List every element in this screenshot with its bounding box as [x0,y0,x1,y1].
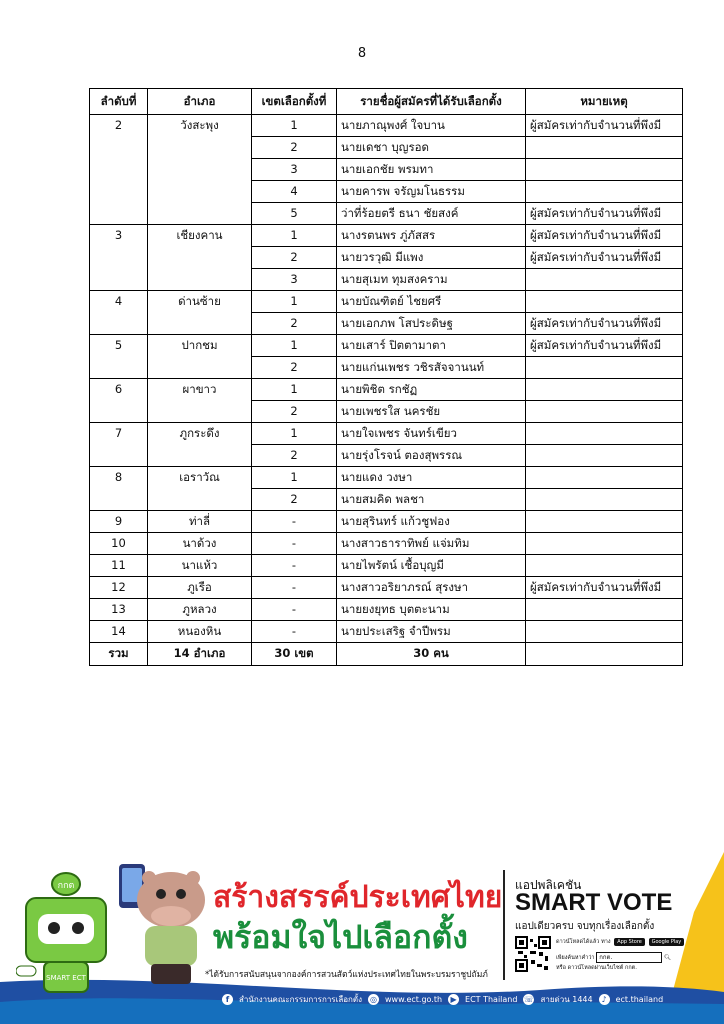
row-note [526,467,683,489]
row-note: ผู้สมัครเท่ากับจำนวนที่พึงมี [526,247,683,269]
row-note: ผู้สมัครเท่ากับจำนวนที่พึงมี [526,225,683,247]
row-name: นายสุรินทร์ แก้วชูฟอง [337,511,526,533]
row-name: นายบัณฑิตย์ ไชยศรี [337,291,526,313]
row-no: 14 [90,621,148,643]
row-name: นางรตนพร ภู่ภัสสร [337,225,526,247]
headline-create-thailand: สร้างสรรค์ประเทศไทย [213,881,503,914]
header-no: ลำดับที่ [90,89,148,115]
total-zones: 30 เขต [252,643,337,666]
headline-go-vote: พร้อมใจไปเลือกตั้ง [213,919,468,955]
row-name: นายเพชรใส นครชัย [337,401,526,423]
row-zone: - [252,599,337,621]
row-note [526,401,683,423]
row-note [526,489,683,511]
row-note: ผู้สมัครเท่ากับจำนวนที่พึงมี [526,115,683,137]
row-name: นายภาณุพงศ์ ใจบาน [337,115,526,137]
row-zone: 2 [252,357,337,379]
row-note [526,159,683,181]
hotline-label[interactable]: สายด่วน 1444 [540,994,593,1004]
mascot-chest-label: SMART ECT [46,974,86,982]
row-name: นายใจเพชร จันทร์เขียว [337,423,526,445]
row-name: นายประเสริฐ จำปีพรม [337,621,526,643]
row-district: ปากชม [148,335,252,379]
row-note [526,621,683,643]
row-district: นาด้วง [148,533,252,555]
row-no: 8 [90,467,148,511]
row-note [526,291,683,313]
table-row [90,335,683,357]
total-districts: 14 อำเภอ [148,643,252,666]
row-note: ผู้สมัครเท่ากับจำนวนที่พึงมี [526,313,683,335]
row-district: ภูกระดึง [148,423,252,467]
table-header-row [90,89,683,115]
download-row [556,938,684,946]
website-download-text: หรือ ดาวน์โหลดผ่านเว็บไซต์ กกต. [556,965,637,971]
row-district: ด่านซ้าย [148,291,252,335]
row-zone: 3 [252,159,337,181]
qr-code-icon[interactable] [515,936,551,972]
row-zone: 1 [252,423,337,445]
row-zone: 2 [252,401,337,423]
row-name: นายรุ่งโรจน์ ตองสุพรรณ [337,445,526,467]
total-label: รวม [90,643,148,666]
row-no: 11 [90,555,148,577]
row-name: นายพิชิต รกชัฏ [337,379,526,401]
google-play-badge[interactable]: Google Play [649,938,685,946]
table-row [90,467,683,489]
row-name: นางสาวอริยาภรณ์ สุรงษา [337,577,526,599]
row-no: 2 [90,115,148,225]
total-note [526,643,683,666]
row-name: นายยงยุทธ บุตตะนาม [337,599,526,621]
row-district: ท่าลี่ [148,511,252,533]
row-zone: 4 [252,181,337,203]
table-row [90,511,683,533]
total-persons: 30 คน [337,643,526,666]
search-row [556,952,671,963]
row-name: นายเอกภพ โสประดิษฐ [337,313,526,335]
results-table [89,88,683,666]
header-zone: เขตเลือกตั้งที่ [252,89,337,115]
row-note [526,357,683,379]
row-name: นายวรวุฒิ มีแพง [337,247,526,269]
row-name: นายไพรัตน์ เชื้อบุญมี [337,555,526,577]
table-row [90,533,683,555]
header-district: อำเภอ [148,89,252,115]
row-note [526,269,683,291]
row-note [526,555,683,577]
row-note [526,599,683,621]
app-store-badge[interactable]: App Store [614,938,645,946]
vertical-divider [503,870,505,980]
row-zone: - [252,511,337,533]
row-zone: 1 [252,379,337,401]
row-zone: 1 [252,115,337,137]
search-term-box: กกต. [596,952,662,963]
row-district: ผาขาว [148,379,252,423]
row-name: ว่าที่ร้อยตรี ธนา ชัยสงค์ [337,203,526,225]
header-name: รายชื่อผู้สมัครที่ได้รับเลือกตั้ง [337,89,526,115]
row-note [526,379,683,401]
row-zone: 2 [252,137,337,159]
download-text: ดาวน์โหลดได้แล้ว ทาง [556,939,611,945]
row-no: 12 [90,577,148,599]
search-prompt: เพียงค้นหาคำว่า [556,955,595,961]
row-zone: 1 [252,291,337,313]
row-note [526,423,683,445]
website-link[interactable]: www.ect.go.th [385,994,443,1004]
tiktok-icon[interactable]: ♪ [599,994,610,1005]
ect-robot-mascot-icon [16,870,126,998]
row-zone: 2 [252,445,337,467]
row-district: เอราวัณ [148,467,252,511]
row-note [526,445,683,467]
row-zone: 2 [252,489,337,511]
row-name: นายคารพ จรัญมโนธรรม [337,181,526,203]
mascot-badge-label: กกต [57,881,75,891]
facebook-label[interactable]: สำนักงานคณะกรรมการการเลือกตั้ง [239,994,362,1004]
table-row [90,621,683,643]
row-no: 7 [90,423,148,467]
row-name: นายสุเมท ทุมสงคราม [337,269,526,291]
row-name: นายเสาร์ ปิตตามาตา [337,335,526,357]
header-note: หมายเหตุ [526,89,683,115]
contact-bar [222,991,663,1007]
row-district: เชียงคาน [148,225,252,291]
page-number: 8 [357,46,367,61]
app-title: SMART VOTE [515,889,673,916]
hippo-mascot-icon [115,860,215,990]
table-row [90,423,683,445]
row-zone: 1 [252,225,337,247]
row-no: 4 [90,291,148,335]
globe-icon[interactable]: ◎ [368,994,379,1005]
row-no: 9 [90,511,148,533]
row-note [526,533,683,555]
row-note: ผู้สมัครเท่ากับจำนวนที่พึงมี [526,335,683,357]
row-name: นายเดชา บุญรอด [337,137,526,159]
row-no: 3 [90,225,148,291]
table-row [90,577,683,599]
table-row [90,291,683,313]
table-total-row [90,643,683,666]
table-row [90,225,683,247]
row-zone: - [252,533,337,555]
row-name: นายแก่นเพชร วชิรสัจจานนท์ [337,357,526,379]
row-name: นายสมคิด พลชา [337,489,526,511]
facebook-icon[interactable]: f [222,994,233,1005]
row-zone: - [252,555,337,577]
row-zone: 3 [252,269,337,291]
row-name: นายเอกชัย พรมทา [337,159,526,181]
row-name: นายแดง วงษา [337,467,526,489]
row-no: 10 [90,533,148,555]
row-zone: 2 [252,313,337,335]
app-tagline: แอปเดียวครบ จบทุกเรื่องเลือกตั้ง [515,921,655,932]
row-zone: 2 [252,247,337,269]
row-zone: 1 [252,467,337,489]
row-note [526,181,683,203]
app-label: แอปพลิเคชัน [515,878,582,892]
table-row [90,555,683,577]
row-name: นางสาวธาราทิพย์ แจ่มทิม [337,533,526,555]
row-no: 6 [90,379,148,423]
row-no: 5 [90,335,148,379]
row-zone: - [252,577,337,599]
phone-icon[interactable]: ☏ [523,994,534,1004]
table-row [90,379,683,401]
row-note: ผู้สมัครเท่ากับจำนวนที่พึงมี [526,577,683,599]
row-district: หนองหิน [148,621,252,643]
youtube-icon[interactable]: ▶ [448,994,459,1005]
row-zone: 5 [252,203,337,225]
row-note [526,137,683,159]
row-district: ภูเรือ [148,577,252,599]
sponsor-footnote: *ได้รับการสนับสนุนจากองค์การสวนสัตว์แห่งประเทศไทยในพระบรมราชูปถัมภ์ [205,970,488,980]
youtube-label[interactable]: ECT Thailand [465,994,518,1004]
tiktok-label[interactable]: ect.thailand [615,994,664,1004]
row-district: นาแห้ว [148,555,252,577]
search-icon: 🔍︎ [664,955,671,961]
row-district: วังสะพุง [148,115,252,225]
row-no: 13 [90,599,148,621]
table-row [90,599,683,621]
row-note: ผู้สมัครเท่ากับจำนวนที่พึงมี [526,203,683,225]
row-district: ภูหลวง [148,599,252,621]
row-note [526,511,683,533]
table-row [90,115,683,137]
row-zone: 1 [252,335,337,357]
row-zone: - [252,621,337,643]
ect-campaign-banner [0,852,724,1024]
